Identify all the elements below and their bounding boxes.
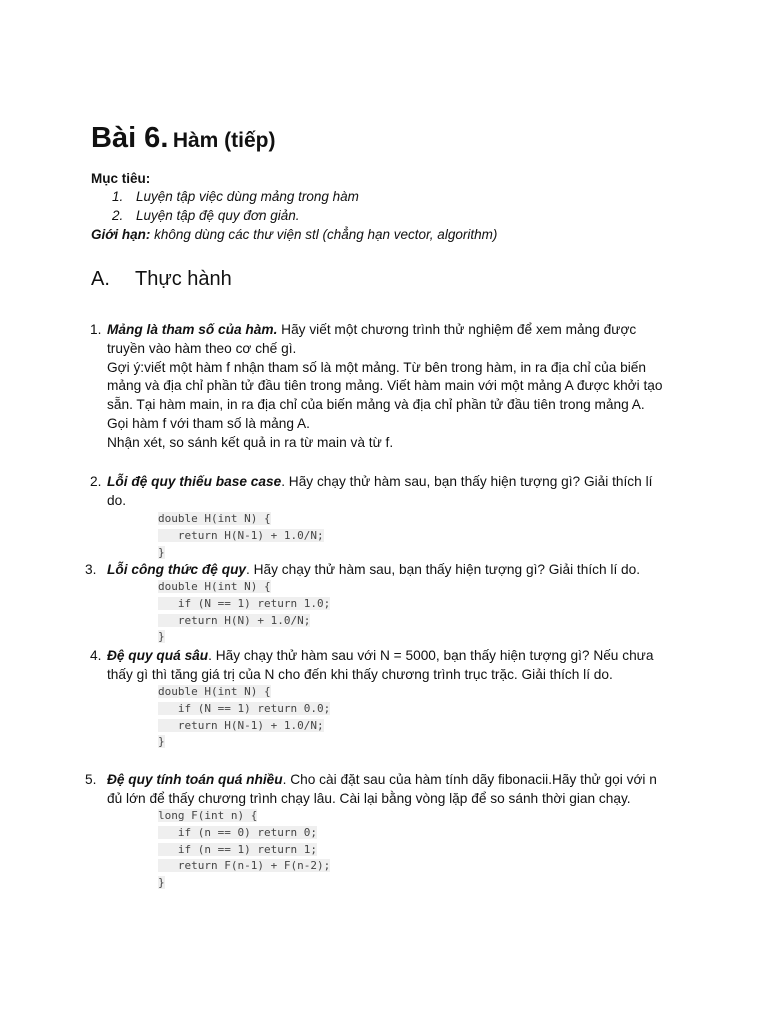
code-line: if (N == 1) return 0.0; (158, 701, 331, 715)
code-line: double H(int N) { (158, 580, 271, 593)
exercise-item (90, 473, 663, 511)
limits-label: Giới hạn: (91, 227, 151, 242)
exercise-item (90, 647, 663, 685)
exercise-lead: Lỗi công thức đệ quy (107, 562, 247, 577)
exercise-item (85, 561, 663, 580)
page-title (91, 122, 276, 155)
exercise-note: Nhận xét, so sánh kết quả in ra từ main và từ f. (107, 434, 394, 450)
objective-item (112, 189, 359, 204)
exercise-item (85, 771, 663, 809)
exercise-lead: Đệ quy quá sâu (107, 648, 209, 663)
code-line: return H(N-1) + 1.0/N; (158, 718, 324, 732)
code-line: } (158, 876, 165, 890)
exercise-number: 5. (85, 772, 97, 787)
exercise-text: . Hãy chạy thử hàm sau, bạn thấy hiện tượng gì? Giải thích lí do. (246, 562, 641, 577)
exercise-lead: Lỗi đệ quy thiếu base case (107, 474, 282, 489)
objective-number: 1. (112, 189, 124, 204)
exercise-number: 4. (90, 648, 102, 663)
exercise-text: . Cho cài đặt sau của hàm tính dãy fibonacii.Hãy thử gọi với n đủ lớn để thấy chương trình chạy lâu. Cài lại bằng vòng lặp để so sánh thời gian chạy. (107, 772, 657, 806)
lesson-number: Bài 6. (91, 122, 169, 154)
exercise-number: 2. (90, 474, 102, 489)
objectives-label: Mục tiêu: (91, 171, 151, 186)
exercise-number: 1. (90, 322, 102, 337)
code-line: return F(n-1) + F(n-2); (158, 859, 331, 873)
exercise-lead: Đệ quy tính toán quá nhiều (107, 772, 283, 787)
section-heading (91, 268, 232, 291)
code-block (158, 511, 324, 561)
exercise-text: . Hãy chạy thử hàm sau với N = 5000, bạn thấy hiện tượng gì? Nếu chưa thấy gì thì tăng giá trị của N cho đến khi thấy chương trình trục trặc. Giải thích lí do. (107, 648, 654, 682)
code-block (158, 684, 330, 751)
exercise-item (90, 321, 663, 453)
code-line: double H(int N) { (158, 512, 271, 525)
exercise-statement (107, 321, 663, 359)
section-letter: A. (91, 268, 110, 290)
objective-number: 2. (112, 208, 124, 223)
exercise-text: Hãy viết một chương trình thử nghiệm để xem mảng được truyền vào hàm theo cơ chế gì. (107, 322, 637, 356)
code-line: if (n == 1) return 1; (158, 842, 317, 856)
code-line: double H(int N) { (158, 685, 271, 698)
objective-text: Luyện tập việc dùng mảng trong hàm (136, 189, 359, 204)
code-block (158, 579, 330, 646)
code-line: } (158, 545, 165, 559)
code-block (158, 808, 330, 892)
lesson-topic: Hàm (tiếp) (172, 129, 276, 152)
code-line: } (158, 630, 165, 644)
code-line: } (158, 735, 165, 749)
objective-text: Luyện tập đệ quy đơn giản. (136, 208, 300, 223)
code-line: return H(N-1) + 1.0/N; (158, 528, 324, 542)
objective-item (112, 208, 300, 223)
exercise-lead: Mảng là tham số của hàm. (107, 322, 278, 337)
exercise-number: 3. (85, 562, 97, 577)
code-line: if (n == 0) return 0; (158, 825, 317, 839)
exercise-text: . Hãy chạy thử hàm sau, bạn thấy hiện tượng gì? Giải thích lí do. (107, 474, 653, 508)
exercise-hint: Gợi ý:viết một hàm f nhận tham số là một mảng. Từ bên trong hàm, in ra địa chỉ của biến mảng và địa chỉ phần tử đầu tiên trong mảng. Viết hàm main với một mảng A được khởi tạo sẵn. Tại hàm main, in ra địa chỉ của biến mảng và địa chỉ phần tử đầu tiên trong mảng A. Gọi hàm f với tham số là mảng A. (107, 359, 663, 431)
limits-text: không dùng các thư viện stl (chẳng hạn vector, algorithm) (150, 227, 498, 242)
code-line: return H(N) + 1.0/N; (158, 613, 311, 627)
limits-line (91, 227, 497, 242)
code-line: if (N == 1) return 1.0; (158, 596, 331, 610)
code-line: long F(int n) { (158, 809, 258, 822)
section-title: Thực hành (135, 268, 232, 290)
